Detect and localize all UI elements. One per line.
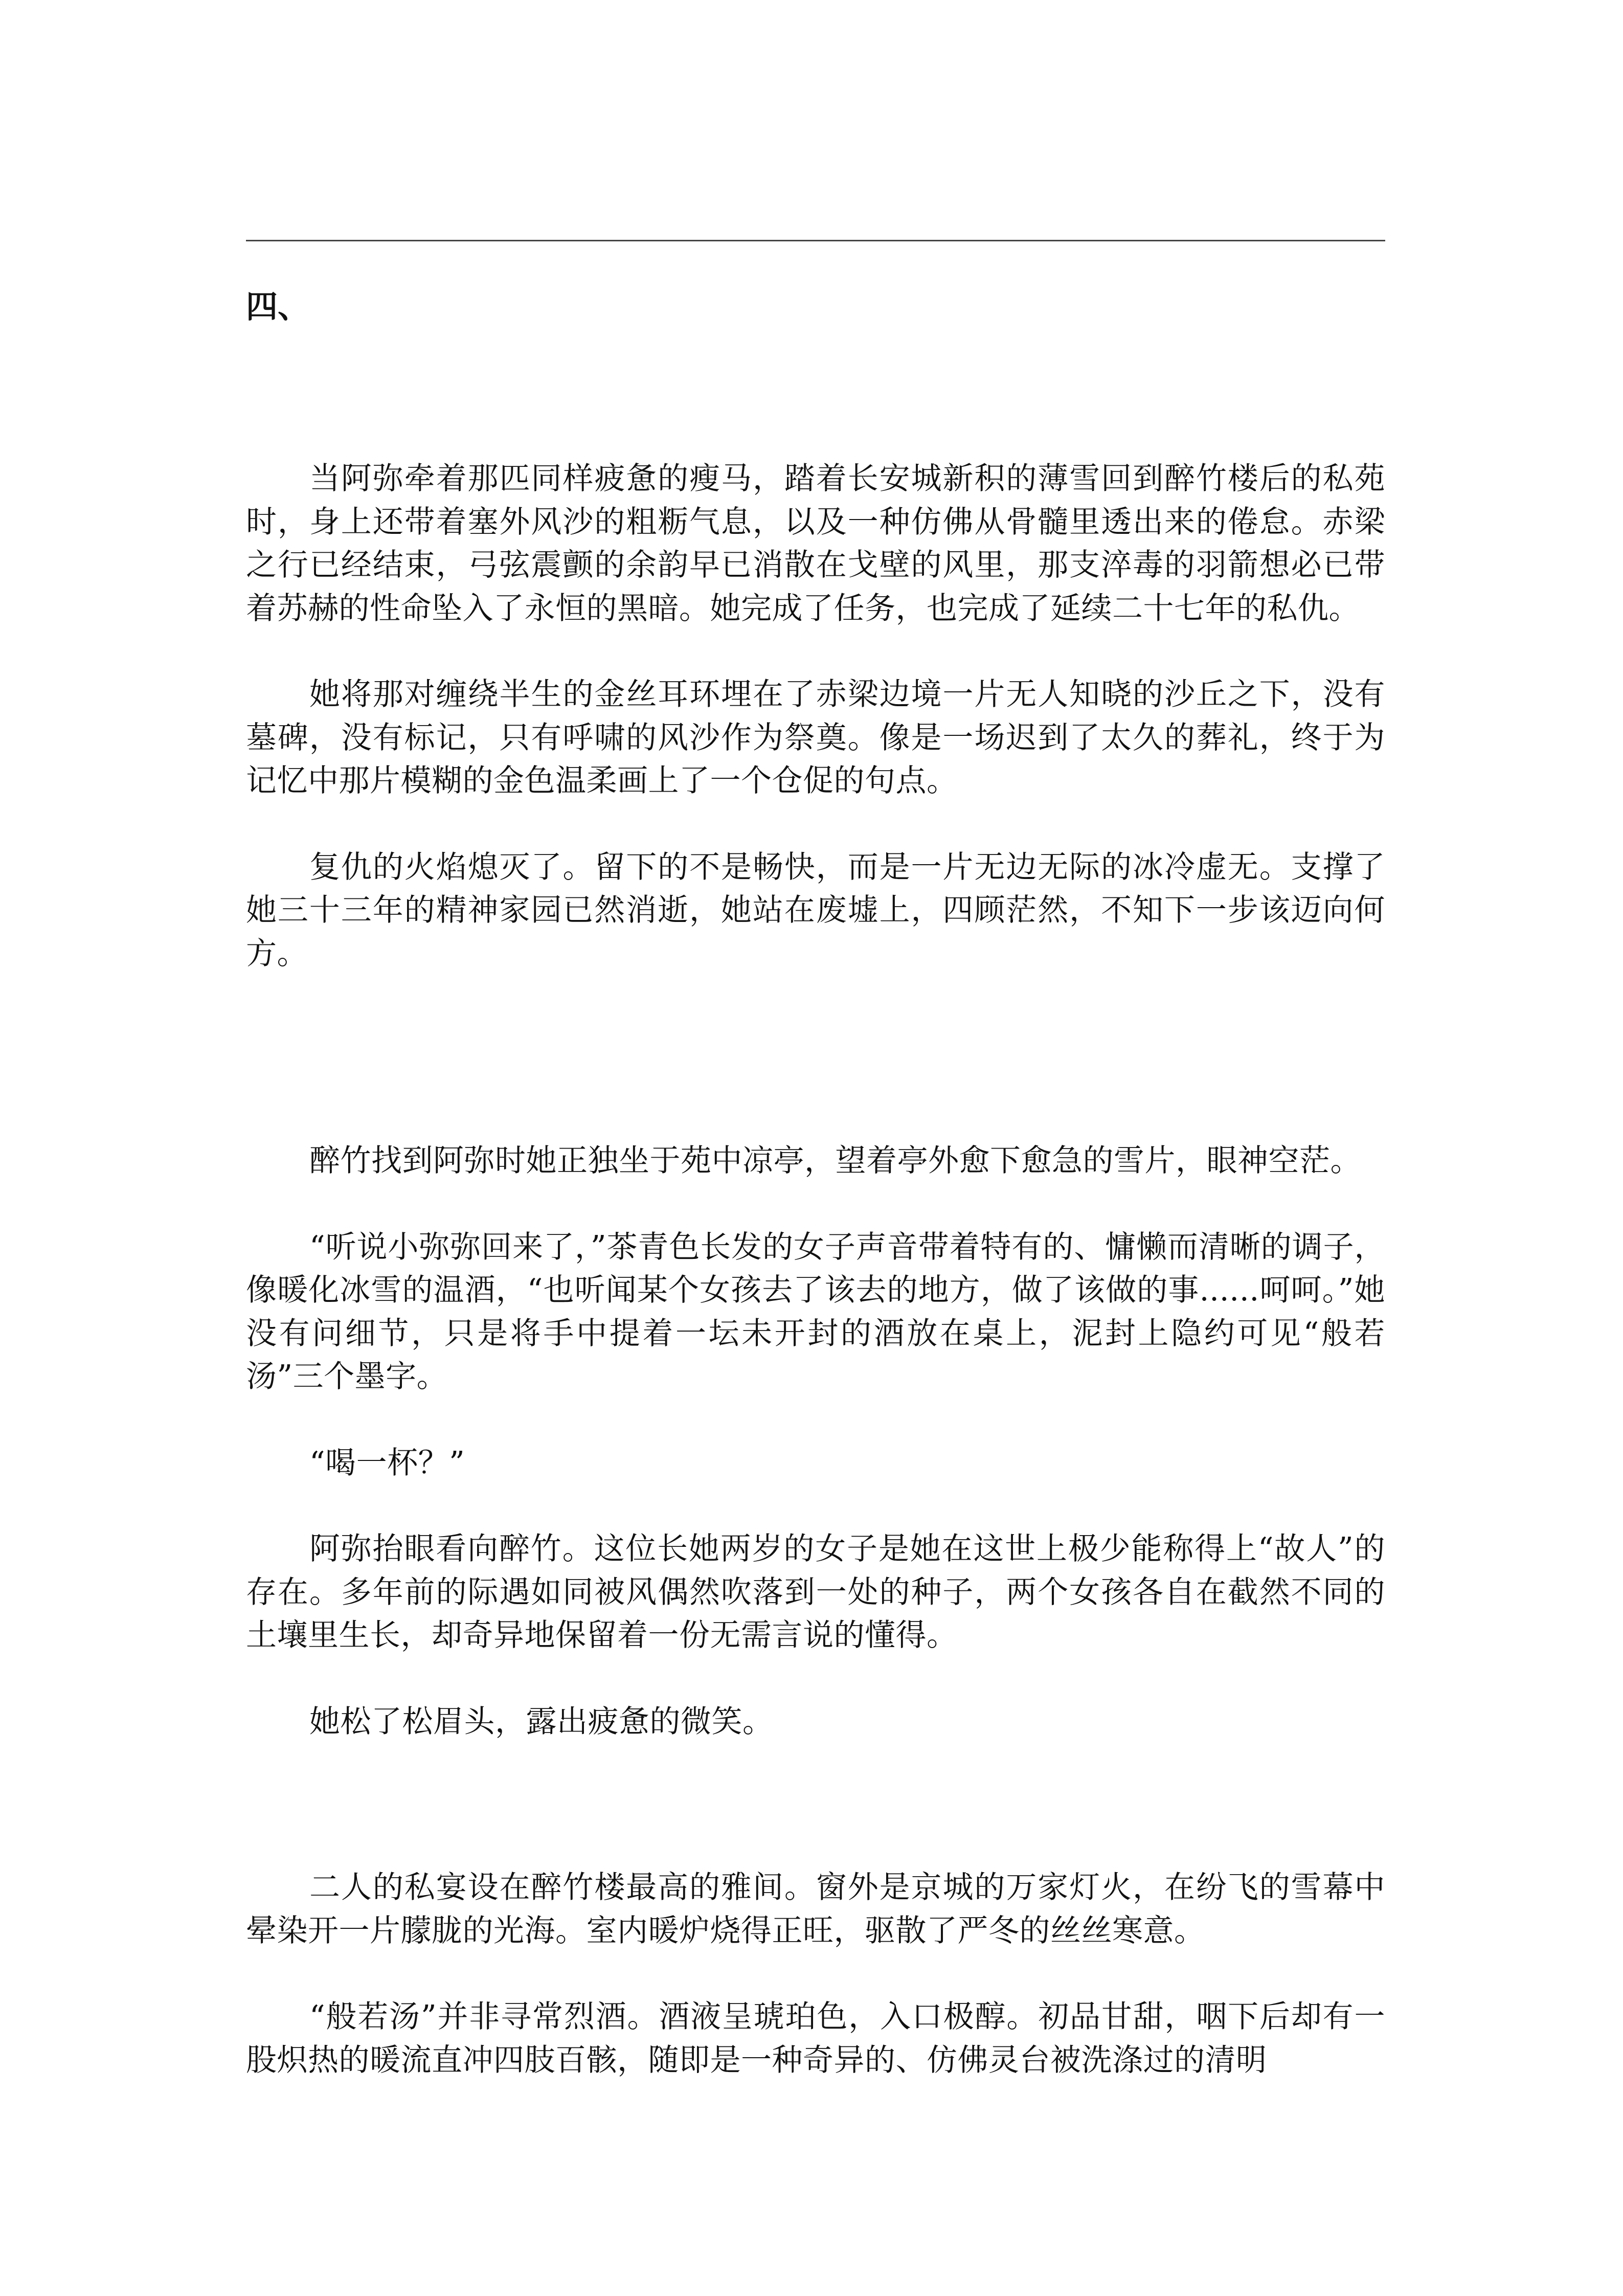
paragraph: “般若汤”并非寻常烈酒。酒液呈琥珀色，入口极醇。初品甘甜，咽下后却有一股炽热的暖流直冲四肢百骸，随即是一种奇异的、仿佛灵台被洗涤过的清明	[246, 1999, 1385, 2078]
header-rule	[246, 240, 1385, 241]
text-section	[246, 1866, 1385, 2082]
paragraph: 她松了松眉头，露出疲惫的微笑。	[309, 1703, 774, 1740]
paragraph: 当阿弥牵着那匹同样疲惫的瘦马，踏着长安城新积的薄雪回到醉竹楼后的私苑时，身上还带着塞外风沙的粗粝气息，以及一种仿佛从骨髓里透出来的倦怠。赤梁之行已经结束，弓弦震颤的余韵早已消散在戈壁的风里，那支淬毒的羽箭想必已带着苏赫的性命坠入了永恒的黑暗。她完成了任务，也完成了延续二十七年的私仇。	[246, 461, 1385, 626]
paragraph: 阿弥抬眼看向醉竹。这位长她两岁的女子是她在这世上极少能称得上“故人”的存在。多年前的际遇如同被风偶然吹落到一处的种子，两个女孩各自在截然不同的土壤里生长，却奇异地保留着一份无需言说的懂得。	[246, 1531, 1385, 1653]
text-section	[246, 1139, 1385, 1743]
paragraph: 复仇的火焰熄灭了。留下的不是畅快，而是一片无边无际的冰冷虚无。支撑了她三十三年的精神家园已然消逝，她站在废墟上，四顾茫然，不知下一步该迈向何方。	[246, 849, 1385, 972]
paragraph: “听说小弥弥回来了，”茶青色长发的女子声音带着特有的、慵懒而清晰的调子，像暖化冰雪的温酒，“也听闻某个女孩去了该去的地方，做了该做的事......呵呵。”她没有问细节，只是将手中提着一坛未开封的酒放在桌上，泥封上隐约可见“般若汤”三个墨字。	[246, 1229, 1385, 1394]
text-section	[246, 457, 1385, 975]
paragraph: 二人的私宴设在醉竹楼最高的雅间。窗外是京城的万家灯火，在纷飞的雪幕中晕染开一片朦胧的光海。室内暖炉烧得正旺，驱散了严冬的丝丝寒意。	[246, 1870, 1385, 1949]
paragraph: 她将那对缠绕半生的金丝耳环埋在了赤梁边境一片无人知晓的沙丘之下，没有墓碑，没有标记，只有呼啸的风沙作为祭奠。像是一场迟到了太久的葬礼，终于为记忆中那片模糊的金色温柔画上了一个仓促的句点。	[246, 677, 1385, 799]
paragraph: “喝一杯？”	[309, 1445, 465, 1481]
chapter-heading: 四、	[246, 288, 310, 325]
paragraph: 醉竹找到阿弥时她正独坐于苑中凉亭，望着亭外愈下愈急的雪片，眼神空茫。	[309, 1143, 1361, 1179]
